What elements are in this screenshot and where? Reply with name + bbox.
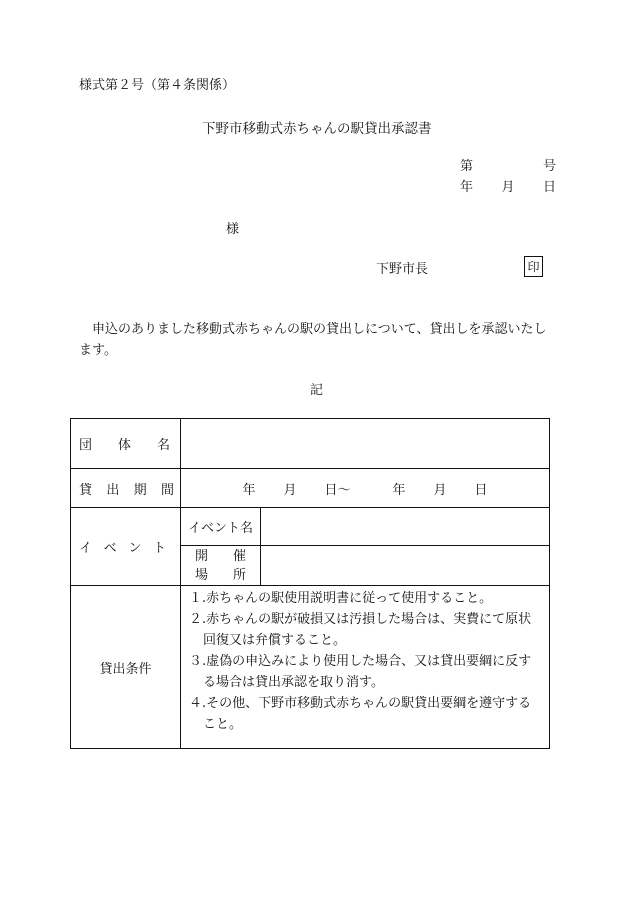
month-label: 月	[501, 180, 515, 195]
loan-period-label: 貸 出 期 間	[71, 469, 181, 508]
condition-item: ２.赤ちゃんの駅が破損又は汚損した場合は、実費にて原状回復又は弁償すること。	[189, 612, 532, 648]
loan-period-row	[71, 469, 550, 508]
document-title: 下野市移動式赤ちゃんの駅貸出承認書	[202, 121, 432, 137]
loan-conditions-content	[181, 586, 550, 749]
group-name-row	[71, 419, 550, 469]
date-line	[460, 176, 556, 195]
condition-item: ４.その他、下野市移動式赤ちゃんの駅貸出要綱を遵守すること。	[189, 696, 532, 732]
approval-sentence: 申込のありました移動式赤ちゃんの駅の貸出しについて、貸出しを承認いたします。	[79, 322, 547, 358]
event-label: イ ベ ン ト	[71, 508, 181, 586]
venue-value	[261, 546, 550, 586]
event-name-value	[261, 508, 550, 546]
approval-body-text	[79, 319, 559, 361]
ki-heading: 記	[310, 383, 324, 398]
form-number: 様式第２号（第４条関係）	[79, 78, 236, 93]
event-name-label: イベント名	[181, 508, 261, 546]
dai-label: 第	[460, 159, 474, 174]
loan-conditions-row	[71, 586, 550, 749]
addressee-honorific: 様	[226, 222, 240, 237]
condition-item: １.赤ちゃんの駅使用説明書に従って使用すること。	[189, 591, 493, 606]
approval-table	[70, 418, 550, 749]
venue-label: 開 催 場 所	[181, 546, 261, 586]
seal-mark: 印	[524, 256, 543, 277]
loan-period-value: 年 月 日〜 年 月 日	[181, 469, 550, 508]
day-label: 日	[542, 180, 556, 195]
event-name-row	[71, 508, 550, 546]
condition-item: ３.虚偽の申込みにより使用した場合、又は貸出要綱に反する場合は貸出承認を取り消す。	[189, 654, 532, 690]
year-label: 年	[460, 180, 474, 195]
document-number-line	[460, 155, 556, 174]
issuer-name: 下野市長	[376, 262, 429, 277]
group-name-label: 団 体 名	[71, 419, 181, 469]
go-label: 号	[542, 159, 556, 174]
conditions-list	[181, 586, 549, 741]
group-name-value	[181, 419, 550, 469]
loan-conditions-label: 貸出条件	[71, 586, 181, 749]
